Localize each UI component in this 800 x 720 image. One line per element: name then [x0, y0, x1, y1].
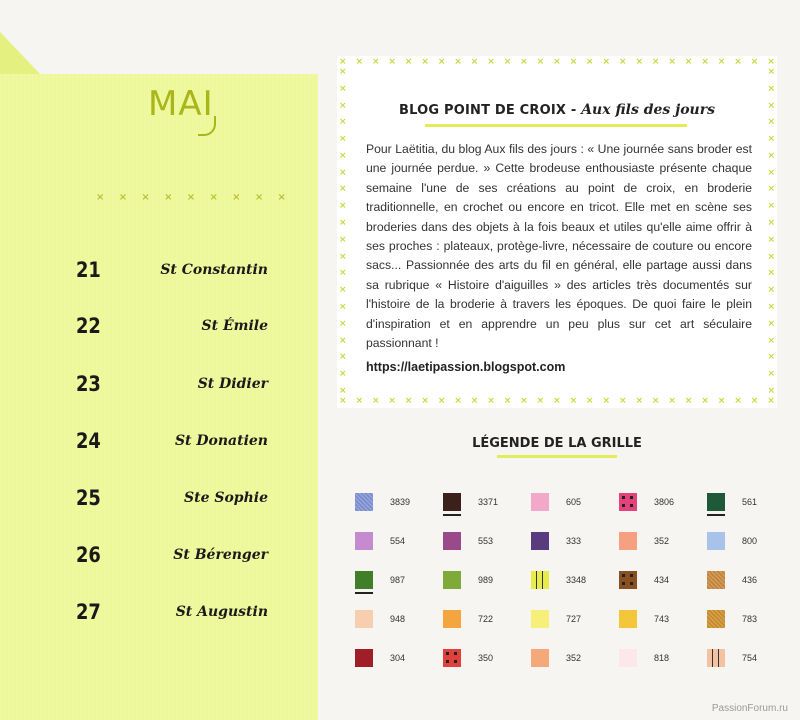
cross-stitch-mark: ×	[569, 57, 578, 67]
day-saint: St Émile	[201, 318, 268, 334]
cross-stitch-mark: ×	[339, 318, 347, 329]
cross-stitch-mark: ×	[470, 396, 479, 406]
day-saint: St Donatien	[174, 433, 268, 449]
day-saint: St Augustin	[175, 604, 268, 620]
swatch-code: 605	[566, 497, 582, 507]
color-swatch	[619, 610, 637, 628]
calendar-tab-corner	[0, 32, 40, 74]
cross-stitch-mark: ×	[339, 167, 347, 178]
cross-stitch-mark: ×	[586, 57, 594, 67]
cross-stitch-mark: ×	[339, 285, 347, 296]
cross-stitch-mark: ×	[767, 352, 775, 363]
cross-stitch-mark: ×	[668, 57, 676, 67]
color-swatch	[443, 532, 461, 550]
blog-title-caps: BLOG POINT DE CROIX -	[399, 103, 582, 118]
cross-stitch-mark: ×	[454, 396, 462, 406]
cross-stitch-mark: ×	[767, 285, 775, 296]
cross-stitch-mark: ×	[339, 335, 347, 346]
legend-swatch-item	[619, 571, 709, 595]
swatch-code: 350	[478, 653, 494, 663]
cross-stitch-mark: ×	[635, 57, 643, 67]
cross-stitch-mark: ×	[339, 83, 347, 94]
swatch-code: 554	[390, 536, 406, 546]
legend-swatch-item	[355, 571, 445, 595]
swatch-code: 722	[478, 614, 494, 624]
cross-stitch-mark: ×	[668, 396, 676, 406]
cross-stitch-mark: ×	[602, 396, 611, 406]
swatch-code: 3839	[390, 497, 411, 507]
day-number: 27	[76, 600, 101, 624]
legend-swatch-item	[355, 610, 445, 634]
cross-stitch-mark: ×	[339, 57, 347, 67]
cross-stitch-mark: ×	[355, 396, 364, 406]
color-swatch	[707, 493, 725, 511]
legend-swatch-item	[707, 571, 797, 595]
cross-stitch-mark: ×	[701, 57, 709, 67]
cross-stitch-mark: ×	[767, 268, 775, 279]
day-row	[0, 372, 318, 402]
color-swatch	[355, 571, 373, 589]
blog-box	[337, 56, 777, 408]
swatch-code: 818	[654, 653, 670, 663]
cross-stitch-mark: ×	[339, 251, 347, 262]
cross-stitch-mark: ×	[618, 396, 627, 406]
cross-stitch-mark: ×	[684, 57, 693, 67]
legend-swatch-item	[619, 610, 709, 634]
legend-swatch-item	[707, 532, 797, 556]
cross-stitch-mark: ×	[767, 234, 775, 245]
cross-stitch-mark: ×	[339, 385, 347, 396]
cross-stitch-mark: ×	[767, 167, 775, 178]
legend-swatch-item	[355, 532, 445, 556]
day-row	[0, 486, 318, 516]
day-row	[0, 258, 318, 288]
color-swatch	[443, 493, 461, 511]
color-swatch	[531, 532, 549, 550]
cross-stitch-mark: ×	[339, 201, 347, 212]
legend-swatch-item	[443, 571, 533, 595]
cross-stitch-mark: ×	[767, 100, 775, 111]
cross-stitch-mark: ×	[602, 57, 611, 67]
cross-stitch-mark: ×	[388, 396, 396, 406]
cross-stitch-mark: ×	[339, 369, 347, 380]
cross-stitch-mark: ×	[339, 301, 347, 312]
legend-swatch-item	[443, 532, 533, 556]
cross-stitch-mark: ×	[767, 218, 775, 229]
cross-stitch-mark: ×	[404, 396, 413, 406]
legend-swatch-item	[619, 649, 709, 673]
color-swatch	[355, 610, 373, 628]
cross-stitch-mark: ×	[470, 57, 479, 67]
cross-stitch-mark: ×	[734, 57, 742, 67]
blog-title	[337, 102, 777, 118]
day-number: 25	[76, 486, 101, 510]
swatch-code: 434	[654, 575, 670, 585]
color-swatch	[707, 532, 725, 550]
cross-stitch-mark: ×	[339, 100, 347, 111]
cross-stitch-mark: ×	[767, 318, 775, 329]
legend-swatch-item	[443, 493, 533, 517]
legend-swatch-item	[707, 649, 797, 673]
cross-stitch-mark: ×	[339, 117, 347, 128]
day-number: 21	[76, 258, 101, 282]
blog-cross-border-top	[337, 58, 777, 67]
cross-stitch-mark: ×	[339, 352, 347, 363]
cross-stitch-mark: ×	[339, 234, 347, 245]
blog-title-underline	[425, 124, 687, 127]
cross-stitch-mark: ×	[503, 396, 512, 406]
swatch-code: 436	[742, 575, 758, 585]
cross-stitch-mark: ×	[339, 184, 347, 195]
blog-cross-border-bottom	[337, 397, 777, 406]
day-row	[0, 543, 318, 573]
month-title: MAI	[148, 84, 214, 124]
cross-stitch-mark: ×	[651, 57, 660, 67]
swatch-code: 3806	[654, 497, 675, 507]
legend-swatch-item	[531, 610, 621, 634]
cross-stitch-mark: ×	[767, 251, 775, 262]
cross-stitch-mark: ×	[371, 57, 380, 67]
cross-stitch-mark: ×	[339, 134, 347, 145]
cross-stitch-mark: ×	[339, 218, 347, 229]
cross-stitch-mark: ×	[520, 396, 528, 406]
swatch-code: 333	[566, 536, 582, 546]
cross-stitch-mark: ×	[734, 396, 742, 406]
calendar-cross-divider: × × × × × × × × ×	[96, 192, 286, 203]
color-swatch	[619, 493, 637, 511]
color-swatch	[531, 571, 549, 589]
cross-stitch-mark: ×	[586, 396, 594, 406]
color-swatch	[443, 571, 461, 589]
cross-stitch-mark: ×	[536, 396, 545, 406]
color-swatch	[443, 610, 461, 628]
day-saint: St Didier	[197, 376, 268, 392]
cross-stitch-mark: ×	[767, 396, 775, 406]
cross-stitch-mark: ×	[717, 57, 726, 67]
cross-stitch-mark: ×	[404, 57, 413, 67]
day-saint: St Constantin	[160, 262, 268, 278]
day-saint: St Bérenger	[173, 547, 268, 563]
legend-swatch-item	[707, 610, 797, 634]
cross-stitch-mark: ×	[767, 150, 775, 161]
cross-stitch-mark: ×	[536, 57, 545, 67]
color-swatch	[355, 493, 373, 511]
day-row	[0, 429, 318, 459]
day-number: 23	[76, 372, 101, 396]
day-row	[0, 600, 318, 630]
color-swatch	[619, 532, 637, 550]
cross-stitch-mark: ×	[339, 268, 347, 279]
swatch-code: 743	[654, 614, 670, 624]
cross-stitch-mark: ×	[767, 385, 775, 396]
color-swatch	[355, 649, 373, 667]
swatch-code: 561	[742, 497, 758, 507]
cross-stitch-mark: ×	[767, 301, 775, 312]
cross-stitch-mark: ×	[635, 396, 643, 406]
legend-swatch-item	[531, 493, 621, 517]
color-swatch	[619, 571, 637, 589]
color-swatch	[443, 649, 461, 667]
swatch-code: 800	[742, 536, 758, 546]
cross-stitch-mark: ×	[487, 396, 495, 406]
color-swatch	[531, 493, 549, 511]
cross-stitch-mark: ×	[454, 57, 462, 67]
cross-stitch-mark: ×	[767, 57, 775, 67]
swatch-code: 989	[478, 575, 494, 585]
cross-stitch-mark: ×	[750, 396, 759, 406]
cross-stitch-mark: ×	[651, 396, 660, 406]
swatch-code: 352	[654, 536, 670, 546]
color-swatch	[707, 610, 725, 628]
swatch-code: 553	[478, 536, 494, 546]
day-number: 26	[76, 543, 101, 567]
cross-stitch-mark: ×	[767, 369, 775, 380]
watermark: PassionForum.ru	[711, 703, 788, 714]
cross-stitch-mark: ×	[339, 67, 347, 77]
legend-swatch-item	[619, 493, 709, 517]
blog-url-link[interactable]: https://laetipassion.blogspot.com	[366, 360, 566, 374]
cross-stitch-mark: ×	[388, 57, 396, 67]
cross-stitch-mark: ×	[553, 57, 561, 67]
cross-stitch-mark: ×	[503, 57, 512, 67]
cross-stitch-mark: ×	[553, 396, 561, 406]
legend-title-underline	[497, 455, 617, 458]
cross-stitch-mark: ×	[437, 396, 446, 406]
cross-stitch-mark: ×	[767, 67, 775, 77]
cross-stitch-mark: ×	[701, 396, 709, 406]
cross-stitch-mark: ×	[767, 335, 775, 346]
cross-stitch-mark: ×	[618, 57, 627, 67]
cross-stitch-mark: ×	[750, 57, 759, 67]
day-saint: Ste Sophie	[184, 490, 268, 506]
legend-title: LÉGENDE DE LA GRILLE	[472, 436, 642, 451]
day-number: 24	[76, 429, 101, 453]
color-swatch	[619, 649, 637, 667]
cross-stitch-mark: ×	[355, 57, 364, 67]
cross-stitch-mark: ×	[339, 396, 347, 406]
swatch-code: 3371	[478, 497, 499, 507]
cross-stitch-mark: ×	[520, 57, 528, 67]
color-swatch	[531, 649, 549, 667]
swatch-code: 754	[742, 653, 758, 663]
cross-stitch-mark: ×	[767, 134, 775, 145]
legend-swatch-item	[443, 649, 533, 673]
legend-swatch-item	[619, 532, 709, 556]
cross-stitch-mark: ×	[767, 201, 775, 212]
color-swatch	[531, 610, 549, 628]
legend-swatch-item	[531, 649, 621, 673]
day-row	[0, 314, 318, 344]
cross-stitch-mark: ×	[421, 57, 429, 67]
swatch-code: 727	[566, 614, 582, 624]
legend-swatch-item	[355, 493, 445, 517]
swatch-code: 304	[390, 653, 406, 663]
cross-stitch-mark: ×	[339, 150, 347, 161]
swatch-code: 783	[742, 614, 758, 624]
cross-stitch-mark: ×	[767, 184, 775, 195]
cross-stitch-mark: ×	[487, 57, 495, 67]
legend-swatch-item	[531, 532, 621, 556]
swatch-code: 948	[390, 614, 406, 624]
cross-stitch-mark: ×	[371, 396, 380, 406]
legend-swatch-item	[531, 571, 621, 595]
color-swatch	[707, 649, 725, 667]
color-swatch	[355, 532, 373, 550]
blog-title-script: Aux fils des jours	[581, 102, 715, 118]
cross-stitch-mark: ×	[767, 83, 775, 94]
day-number: 22	[76, 314, 101, 338]
legend-swatch-item	[443, 610, 533, 634]
swatch-code: 3348	[566, 575, 587, 585]
cross-stitch-mark: ×	[569, 396, 578, 406]
cross-stitch-mark: ×	[421, 396, 429, 406]
cross-stitch-mark: ×	[684, 396, 693, 406]
cross-stitch-mark: ×	[437, 57, 446, 67]
swatch-code: 352	[566, 653, 582, 663]
cross-stitch-mark: ×	[717, 396, 726, 406]
color-swatch	[707, 571, 725, 589]
legend-swatch-item	[355, 649, 445, 673]
cross-stitch-mark: ×	[767, 117, 775, 128]
legend-swatch-item	[707, 493, 797, 517]
blog-description: Pour Laëtitia, du blog Aux fils des jours : « Une journée sans broder est une journée perdue. » Cette brodeuse enthousiaste présente chaque semaine l'une de ses créations au point de croix, en broderie traditionnelle, en crochet ou encore en tricot. Elle met en scène ses broderies dans des objets à la fois beaux et utiles qu'elle aime offrir à ses proches : plateaux, protège-livre, nécessaire de couture ou encore sacs... Passionnée des arts du fil en général, elle partage aussi dans sa rubrique « Histoire d'aiguilles » des articles très documentés sur l'histoire de la broderie à travers les époques. De quoi faire le plein d'inspiration et en apprendre un peu plus sur cet art séculaire passionnant !	[366, 142, 752, 351]
swatch-code: 987	[390, 575, 406, 585]
